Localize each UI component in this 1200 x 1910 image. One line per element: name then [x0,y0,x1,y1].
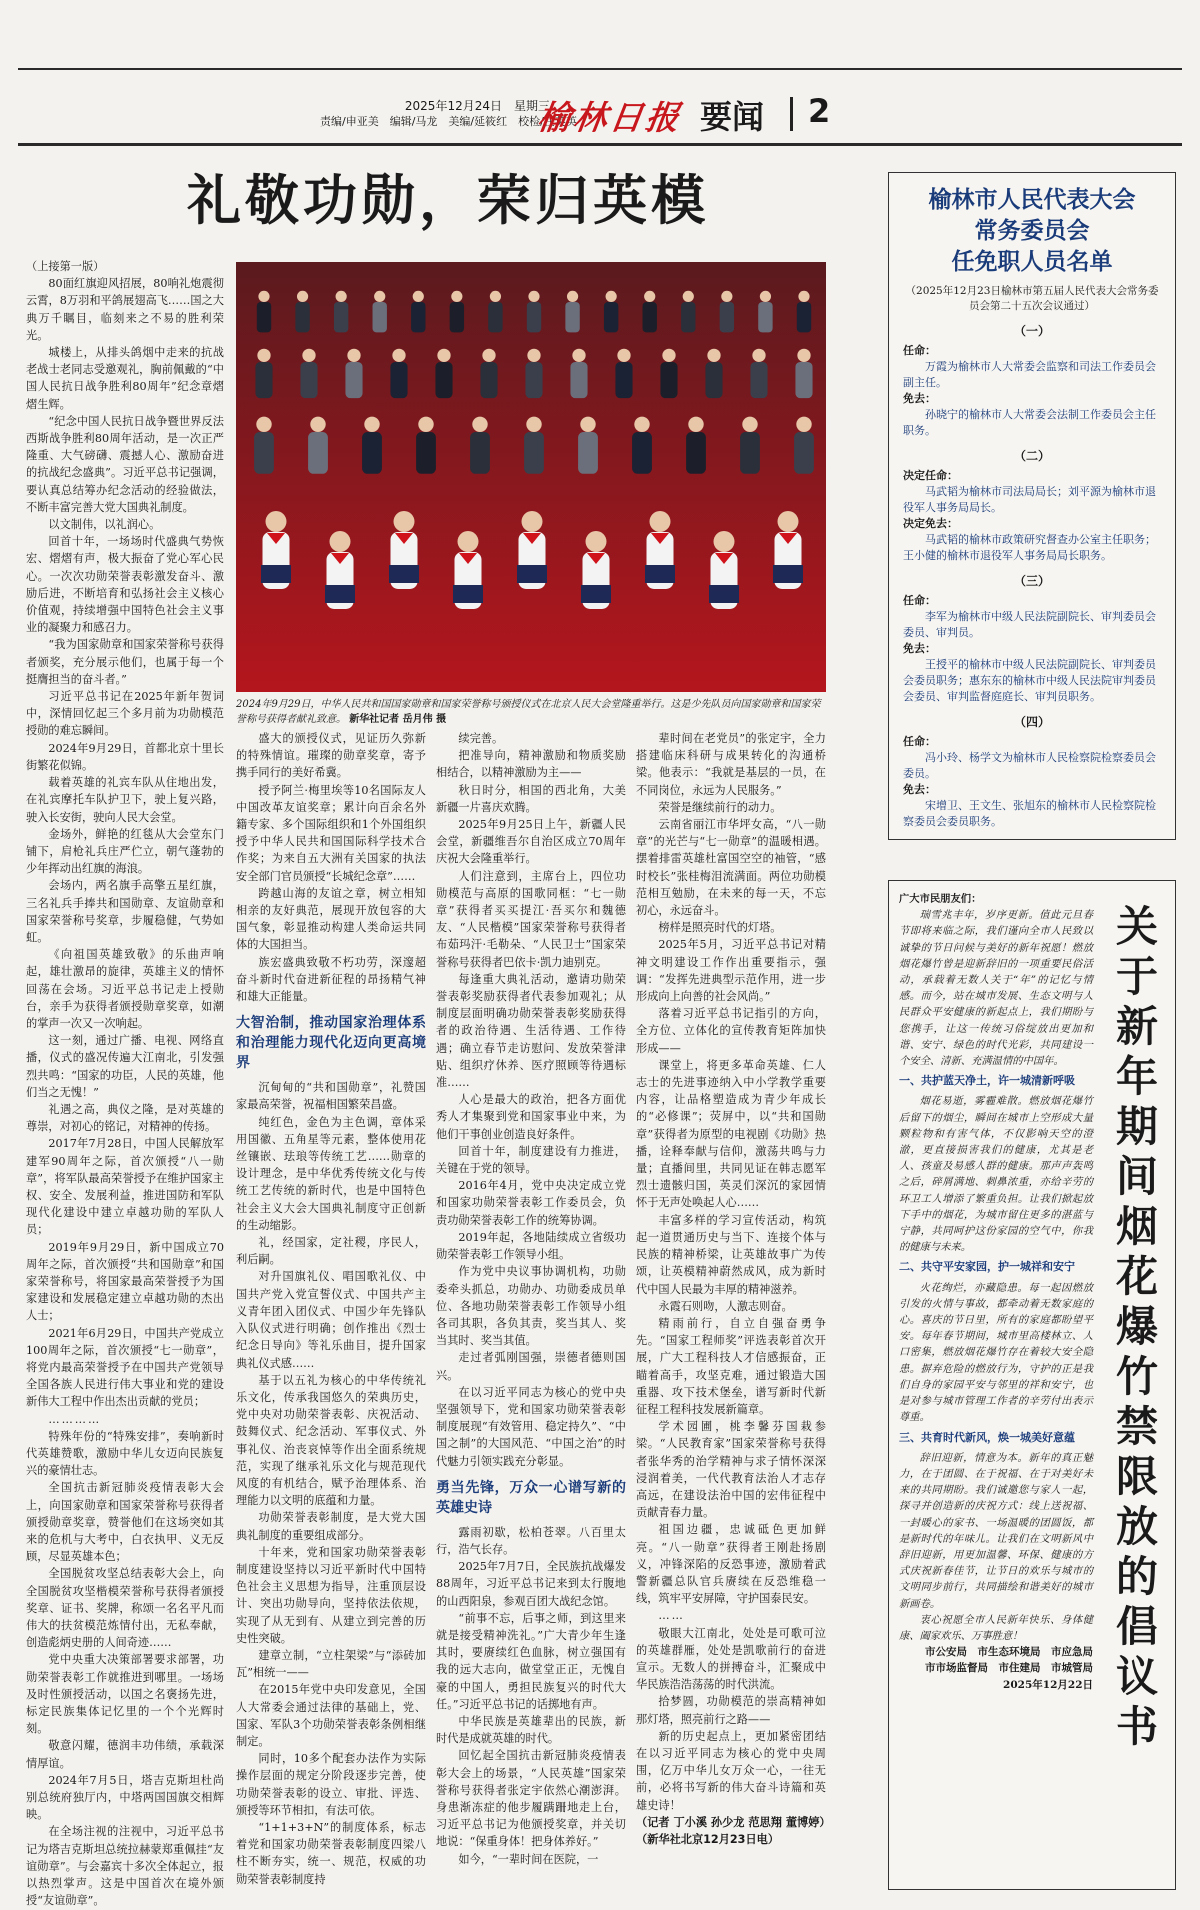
article-paragraph: 学术园圃，桃李馨芬国栽参梁。“人民教育家”国家荣誉称号获得者张华秀的治学精神与求子情怀深深浸润着美，一代代教育法治人才志存高远，在建设法治中国的宏伟征程中贡献青春力量。 [636,1420,826,1520]
article-paragraph: 落着习近平总书记指引的方向，全方位、立体化的宣传教育矩阵加快形成—— [636,1007,826,1055]
appointment-action: 免去： [903,642,936,655]
attendee-figure [794,417,814,474]
attendee-figure [416,417,436,474]
article-paragraph: 拾梦圆，功勋模范的崇高精神如那灯塔，照亮前行之路—— [636,1695,826,1726]
attendee-figure [686,417,706,474]
attendee-figure [524,417,544,474]
initiative-title-char: 竹 [1115,1352,1158,1401]
article-paragraph: 十年来，党和国家功勋荣誉表彰制度建设坚持以习近平新时代中国特色社会主义思想为指导，注重顶层设计、突出功勋导向，坚持依法依规，实现了从无到有、从建立到完善的历史性突破。 [236,1545,426,1645]
main-headline: 礼敬功勋，荣归英模 [187,169,709,232]
attendee-figure [570,349,587,398]
initiative-body [899,891,1093,1693]
attendee-figure [257,291,271,333]
newspaper-logo: 榆林日报 [534,98,685,137]
initiative-section-heading: 一、共护蓝天净土，许一城清新呼吸 [899,1074,1075,1088]
appointment-detail: 宋增卫、王文生、张旭东的榆林市人民检察院检察委员会委员职务。 [903,799,1156,828]
article-paragraph: 授予阿兰·梅里埃等10名国际友人中国改革友谊奖章；累计向百余名外籍专家、多个国际组织和1个外国组织授予中华人民共和国国际科学技术合作奖；为来自五大洲有关国家的执法安全部门官员颁授“长城纪念章”…… [236,783,426,883]
attendee-figure [740,417,760,474]
article-paragraph: 人心是最大的政治，把各方面优秀人才集聚到党和国家事业中来，为他们干事创业创造良好条件。 [436,1093,626,1141]
editor-credits: 责编/申亚美 编辑/马龙 美编/延筱红 校检/任英英 [320,115,577,128]
article-paragraph: 沉甸甸的“共和国勋章”，礼赞国家最高荣誉，祝福相国繁荣昌盛。 [236,1081,426,1112]
article-paragraph: 会场内，两名旗手高擎五星红旗，三名礼兵手捧共和国勋章、友谊勋章和国家荣誉称号奖章，步履稳健，气势如虹。 [26,879,224,944]
initiative-title-char: 限 [1115,1452,1158,1501]
article-paragraph: 《向祖国英雄致敬》的乐曲声响起，雄壮激昂的旋律，英雄主义的情怀回荡在会场。习近平总书记走上授勋台，亲手为获得者颁授勋章奖章，如潮的掌声一次又一次响起。 [26,948,224,1030]
initiative-title-char: 花 [1115,1252,1158,1301]
initiative-title-char: 年 [1115,1052,1158,1101]
initiative-title-char: 的 [1115,1552,1158,1601]
attendee-figure [565,291,579,333]
attendee-figure [362,417,382,474]
ceremony-illustration [236,262,826,692]
article-paragraph: ………… [48,1412,102,1426]
article-subheading: 大智治制，推动国家治理体系和治理能力现代化迈向更高境界 [236,1015,426,1072]
article-paragraph: 云南省丽江市华坪女高，“八一勋章”的光芒与“七一勋章”的温暖相遇。摆着排雷英雄杜富国空空的袖管，“感时校长”张桂梅泪流满面。两位功勋模范相互勉励，在未来的每一天，不忘初心，永远奋斗。 [636,818,826,918]
article-paragraph: 回首十年，制度建设有力推进，关键在于党的领导。 [436,1144,626,1176]
article-paragraph: 基于以五礼为核心的中华传统礼乐文化，传承我国悠久的荣典历史，党中央对功勋荣誉表彰、庆祝活动、鼓舞仪式、纪念活动、军事仪式、外事礼仪、治丧哀悼等作出全面系统规范，实现了继承礼乐文化与规范现代风度的有机结合，赋予治理体系、治理能力以文明的底蕴和力量。 [236,1373,426,1508]
article-paragraph: 盛大的颁授仪式，见证历久弥新的特殊情谊。璀璨的勋章奖章，寄予携手同行的美好希冀。 [236,732,426,780]
appointment-list-box [888,172,1176,840]
attendee-figure [660,349,677,398]
attendee-figure [797,291,811,333]
masthead-meta [320,98,577,130]
article-paragraph: 城楼上，从排头鸽烟中走来的抗战老战士老同志受邀观礼，胸前佩戴的“中国人民抗日战争胜利80周年”纪念章熠熠生辉。 [26,346,224,411]
article-paragraph: 2025年9月25日上午，新疆人民会堂，新疆维吾尔自治区成立70周年庆祝大会隆重举行。 [436,818,626,866]
article-paragraph: 精雨前行，自立自强奋勇争先。“国家工程师奖”评选表彰首次开展，广大工程科技人才信感振奋，正瞄着高手，攻坚克难，通过锻造大国重器、攻下技术堡垒，谱写新时代新征程工程科技发展新篇章。 [636,1316,826,1416]
article-paragraph: 敬眼大江南北，处处是可歌可泣的英雄群雁，处处是凯歌前行的奋进宣示。无数人的拼搏奋斗，汇聚成中华民族浩浩荡荡的时代洪流。 [636,1626,826,1692]
attendee-figure [435,349,452,398]
article-paragraph: 礼遇之高，典仪之隆，是对英雄的尊崇，对初心的铭记，对精神的传扬。 [26,1102,224,1134]
initiative-signer: 市公安局 市生态环境局 市应急局 [925,1646,1093,1659]
article-paragraph: 课堂上，将更多革命英雄、仁人志士的先进事迹纳入中小学教学重要内容，让品格塑造成为青少年成长的“必修课”；荧屏中，以“共和国勋章”获得者为原型的电视剧《功勋》热播，诠释奉献与信仰，激荡共鸣与力量；直播间里，共同见证在韩志愿军烈士遗骸归国，英灵们深沉的家园情怀于无声处唤起人心…… [636,1058,826,1210]
section-name: 要闻 [700,98,765,136]
article-paragraph: 辈时间在老党员”的张定宇，全力搭建临床科研与成果转化的沟通桥梁。他表示：“我就是基层的一员，在不同岗位，永远为人民服务。” [636,732,826,797]
attendee-figure [525,349,542,398]
article-paragraph: 2021年6月29日，中国共产党成立100周年之际，首次颁授“七一勋章”，将党内最高荣誉授予在中国共产党领导全国各族人民进行伟大事业和党的建设新伟大工程中作出杰出贡献的党员； [26,1326,224,1409]
article-paragraph: 丰富多样的学习宣传活动，构筑起一道贯通历史与当下、连接个体与民族的精神桥梁，让英雄故事广为传颂，让英模精神蔚然成风，成为新时代中国人民最为丰厚的精神滋养。 [636,1213,826,1296]
article-paragraph: 中华民族是英雄辈出的民族，新时代是成就英雄的时代。 [436,1714,626,1746]
initiative-section-heading: 三、共育时代新风，焕一城美好意蕴 [899,1430,1075,1444]
article-paragraph: 荣誉是继续前行的动力。 [658,800,782,814]
appointment-action: 决定免去： [903,517,958,530]
initiative-paragraph: 瑞雪兆丰年，岁序更新。值此元旦春节即将来临之际，我们谨向全市人民致以诚挚的节日问候与美好的新年祝愿！燃放烟花爆竹曾是迎新辞旧的一项重要民俗活动，承载着无数人关于“年”的记忆与情感。而今，站在城市发展、生态文明与人民群众平安健康的新起点上，我们期盼与您携手，让这一传统习俗绽放出更加和谐、安宁、绿色的时代光彩，共同建设一个安全、清新、充满温情的中国年。 [899,909,1093,1068]
article-paragraph: 露雨初歇，松柏苍翠。八百里太行，浩气长存。 [436,1525,626,1556]
attendee-figure [750,349,767,398]
article-paragraph: 2024年7月5日，塔吉克斯坦杜尚别总统府独厅内，中塔两国国旗交相辉映。 [26,1773,224,1822]
article-paragraph: 秋日时分，相国的西北角，大美新疆一片喜庆欢腾。 [436,783,626,814]
initiative-paragraph: 火花绚烂，亦藏隐患。每一起因燃放引发的火情与事故，都牵动着无数家庭的心。喜庆的节日里，所有的家庭都盼望平安。每年春节期间，城市里高楼林立、人口密集，燃放烟花爆竹存在着较大安全隐患。摒弃危险的燃放行为，守护的正是我们自身的家园平安与邻里的祥和安宁，也是对参与城市管理工作者的辛劳付出表示尊重。 [899,1281,1093,1424]
article-byline: （记者 丁小溪 孙少龙 范思翔 董博婷） [636,1815,831,1829]
appointment-detail: 王授平的榆林市中级人民法院副院长、审判委员会委员职务；惠东东的榆林市中级人民法院审判委员会委员、审判监督庭庭长、审判员职务。 [903,658,1156,703]
initiative-title-char: 于 [1115,952,1158,1001]
article-paragraph: 特殊年份的“特殊安排”，奏响新时代英雄赞歌，激励中华儿女迈向民族复兴的豪情壮志。 [26,1429,224,1478]
article-paragraph: 族宏盛典致敬不朽功劳，深邃超奋斗新时代奋进新征程的昂扬精气神和雄大正能量。 [236,955,426,1004]
article-paragraph: 习近平总书记在2025年新年贺词中，深情回忆起三个多月前为功勋模范授勋的难忘瞬间。 [26,690,224,738]
article-paragraph: “我为国家勋章和国家荣誉称号获得者颁奖，充分展示他们，也属于每一个挺膺担当的奋斗者。” [26,638,224,686]
appointment-detail: 马武韬的榆林市政策研究督查办公室主任职务；王小健的榆林市退役军人事务局局长职务。 [903,533,1156,562]
photo-caption [236,697,826,727]
initiative-paragraph: 烟花易逝，雾霾难散。燃放烟花爆竹后留下的烟尘，瞬间在城市上空形成大量颗粒物和有害气体，不仅影响天空的澄澈，更直接损害我们的健康，尤其是老人、孩童及易感人群的健康。那声声轰鸣之后，碎屑满地、刺鼻浓重，亦给辛劳的环卫工人增添了繁重负担。让我们掀起放下手中的烟花，为城市留住更多的湛蓝与宁静，共同呵护这份家园的空气中，你我的健康与未来。 [899,1095,1093,1254]
initiative-title-char: 书 [1115,1702,1158,1751]
article-paragraph: “纪念中国人民抗日战争暨世界反法西斯战争胜利80周年活动，是一次正严隆重、大气磅礴、震撼人心、激励奋进的抗战纪念盛典”。习近平总书记强调，要认真总结筹办纪念活动的经验做法，不断丰富完善大党大国典礼制度。 [26,414,224,514]
article-column-4 [636,730,831,1886]
article-paragraph: 续完善。 [458,732,504,745]
article-byline: （新华社北京12月23日电） [636,1833,780,1846]
appointment-action: 任命： [903,594,936,607]
page-number: 2 [808,92,831,130]
article-paragraph: 同时，10多个配套办法作为实际操作层面的规定分阶段逐步完善，使功勋荣誉表彰的设立、审批、评选、颁授等环节相扣，有法可依。 [236,1752,426,1817]
appointment-action: 任命： [903,344,936,357]
appointment-section-number: （三） [1013,574,1050,588]
attendee-figure [411,291,425,333]
article-paragraph: 礼，经国家，定社稷，序民人，利后嗣。 [236,1236,426,1267]
article-paragraph: 全国脱贫攻坚总结表彰大会上，向全国脱贫攻坚楷模荣誉称号获得者颁授奖章、证书、奖牌，称颂一名名平凡而伟大的扶贫模范炼情付出，无私奉献，创造彪炳史册的人间奇迹…… [26,1567,224,1650]
appointment-detail: 冯小玲、杨学文为榆林市人民检察院检察委员会委员。 [903,751,1156,780]
initiative-title-char: 间 [1115,1152,1158,1201]
appointment-detail: 李军为榆林市中级人民法院副院长、审判委员会委员、审判员。 [903,610,1156,639]
initiative-paragraph: 衷心祝愿全市人民新年快乐、身体健康、阖家欢乐、万事胜意！ [899,1613,1093,1642]
article-column-1 [26,258,224,1908]
attendee-figure [643,291,657,333]
article-paragraph: 功勋荣誉表彰制度，是大党大国典礼制度的重要组成部分。 [236,1511,426,1542]
article-paragraph: 永霞石则吻，人激志则奋。 [658,1299,793,1313]
article-paragraph: 榜样是照亮时代的灯塔。 [658,921,782,935]
article-paragraph: 建章立制，“立柱架梁”与“添砖加瓦”相统一—— [236,1648,426,1680]
article-paragraph: 2016年4月，党中央决定成立党和国家功勋荣誉表彰工作委员会，负责功勋荣誉表彰工作的统筹协调。 [436,1179,626,1227]
attendee-figure [334,291,348,333]
article-paragraph: 2025年5月，习近平总书记对精神文明建设工作作出重要指示，强调：“发挥先进典型示范作用，进一步形成向上向善的社会风尚。” [636,938,826,1004]
attendee-figure [681,291,695,333]
initiative-title-char: 期 [1115,1102,1158,1151]
attendee-figure [480,349,497,398]
article-paragraph: 载着英雄的礼宾车队从住地出发，在礼宾摩托车队护卫下，驶上复兴路，驶入长安街，驶向人民大会堂。 [26,776,224,824]
initiative-title [1107,903,1167,1753]
appointment-action: 决定任命： [903,469,958,482]
appointment-title-line: 任免职人员名单 [951,249,1113,275]
attendee-figure [295,291,309,333]
attendee-figure [527,291,541,333]
article-paragraph: 2019年起，各地陆续成立省级功勋荣誉表彰工作领导小组。 [436,1230,626,1262]
article-paragraph: 在以习近平同志为核心的党中央坚强领导下，党和国家功勋荣誉表彰制度展现“有效管用、稳定持久”、“中国之制”的大国风范、“中国之治”的时代魅力引领实践充分彰显。 [436,1385,626,1468]
initiative-title-char: 新 [1115,1002,1158,1051]
appointment-section-number: （一） [1013,324,1050,338]
attendee-figure [390,349,407,398]
article-paragraph: 在全场注视的注视中，习近平总书记为塔吉克斯坦总统拉赫蒙郑重佩挂“友谊勋章”。与会嘉宾十多次全体起立，报以热烈掌声。这是中国首次在境外颁授“友谊勋章”。 [26,1825,224,1908]
article-paragraph: 在2015年党中央印发意见，全国人大常委会通过法律的基础上，党、国家、军队3个功勋荣誉表彰条例相继制定。 [236,1683,426,1748]
appointment-subtitle: （2025年12月23日榆林市第五届人民代表大会常务委员会第二十五次会议通过） [905,285,1159,312]
attendee-figure [300,349,317,398]
initiative-title-char: 倡 [1115,1602,1158,1651]
article-paragraph: 对升国旗礼仪、唱国歌礼仪、中国共产党入党宣誓仪式、中国共产主义青年团入团仪式、中国少年先锋队入队仪式进行明确；创作推出《烈士纪念日导向》等礼乐曲目，提升国家典礼仪式感…… [236,1270,426,1370]
photo-credit: 新华社记者 岳月伟 摄 [349,714,447,725]
article-paragraph: 2019年9月29日，新中国成立70周年之际，首次颁授“共和国勋章”和国家荣誉称号，将国家最高荣誉授予为国家建设和发展稳定建立卓越功勋的杰出人士； [26,1240,224,1323]
attendee-figure [373,291,387,333]
article-paragraph: 金场外，鲜艳的红毯从大会堂东门铺下，肩枪礼兵庄严伫立，朝气蓬勃的少年挥动出红旗的海浪。 [26,827,224,876]
attendee-figure [488,291,502,333]
article-paragraph: 回忆起全国抗击新冠肺炎疫情表彰大会上的场景，“人民英雄”国家荣誉称号获得者张定宇依然心潮澎湃。身患渐冻症的他步履蹒跚地走上台，习近平总书记为他颁授奖章，并关切地说：“保重身体！把身体养好。” [436,1749,626,1849]
article-paragraph: 人们注意到，主席台上，四位功勋模范与高原的国歌同框：“七一勋章”获得者买买提江·吾买尔和魏德友、“人民楷模”国家荣誉称号获得者布茹玛汗·毛勒朵、“人民卫士”国家荣誉称号获得者巴依卡·凯力迪别克。 [436,869,626,969]
article-paragraph: 跨越山海的友谊之章，树立相知相亲的友好典范，展现开放包容的大国气象，彰显推动构建人类命运共同体的大国担当。 [236,886,426,952]
initiative-greeting: 广大市民朋友们： [899,893,982,905]
article-paragraph: “前事不忘，后事之师，到这里来就是接受精神洗礼。”广大青少年生逢其时，要赓续红色血脉，树立强国有我的远大志向，做堂堂正正，无愧自豪的中国人，勇担民族复兴的时代大任。”习近平总书记的话掷地有声。 [436,1611,626,1711]
attendee-figure [758,291,772,333]
article-paragraph: 每逢重大典礼活动，邀请功勋荣誉表彰奖励获得者代表参加观礼；从制度层面明确功勋荣誉表彰奖励获得者的政治待遇、生活待遇、工作待遇；确立春节走访慰问、发放荣誉津贴、组织疗休养、医疗照顾等待遇标准…… [436,972,626,1090]
article-paragraph: 2025年7月7日，全民族抗战爆发88周年，习近平总书记来到太行腹地的山西阳泉，参观百团大战纪念馆。 [436,1560,626,1608]
article-paragraph: 2024年9月29日，首都北京十里长街繁花似锦。 [26,741,224,772]
appointment-title-line: 榆林市人民代表大会 [928,187,1136,213]
attendee-figure [578,417,598,474]
attendee-figure [254,417,274,474]
initiative-title-char: 放 [1115,1502,1158,1551]
appointment-action: 免去： [903,392,936,405]
article-continuation-note: （上接第一版） [26,260,105,273]
initiative-title-char: 议 [1115,1652,1158,1701]
article-paragraph: 纯红色，金色为主色调，章体采用国徽、五角星等元素，整体使用花丝镶嵌、珐琅等传统工艺……勋章的设计理念，是中华优秀传统文化与传统工艺传统的新时代，也是中国特色社会主义大会大国典礼制度守正创新的生动缩影。 [236,1115,426,1232]
article-paragraph: “1+1+3+N”的制度体系，标志着党和国家功勋荣誉表彰制度四梁八柱不断夯实，统一、规范，权威的功勋荣誉表彰制度持 [236,1820,426,1886]
appointment-title-line: 常务委员会 [974,218,1090,244]
attendee-figure [720,291,734,333]
appointment-detail: 马武韬为榆林市司法局局长；刘平源为榆林市退役军人事务局局长。 [903,485,1156,514]
appointment-sections [903,322,1161,830]
appointment-detail: 万霞为榆林市人大常委会监察和司法工作委员会副主任。 [903,360,1156,389]
article-paragraph: 2017年7月28日，中国人民解放军建军90周年之际，首次颁授“八一勋章”，将军队最高荣誉授予在维护国家主权、安全、发展利益，推进国防和军队现代化建设中建立卓越功勋的军队人员； [26,1137,224,1237]
article-column-3 [436,730,626,1886]
initiative-section-heading: 二、共守平安家园，护一城祥和安宁 [899,1260,1075,1274]
attendee-figure [615,349,632,398]
issue-date: 2025年12月24日 星期三 [404,99,550,113]
appointment-detail: 孙晓宁的榆林市人大常委会法制工作委员会主任职务。 [903,408,1156,437]
initiative-title-char: 关 [1115,902,1158,951]
initiative-signer: 市市场监督局 市住建局 市城管局 [925,1662,1093,1675]
attendee-figure [345,349,362,398]
article-column-2 [236,730,426,1886]
initiative-paragraph: 辞旧迎新，情意为本。新年的真正魅力，在于团圆、在于祝福、在于对美好未来的共同期盼。我们诚邀您与家人一起，探寻并创造新的庆祝方式：线上送祝福、一封暖心的家书、一场温暖的团圆饭，都是新时代的年味儿。让我们在文明新风中辞旧迎新，用更加温馨、环保、健康的方式庆祝新春佳节，让节日的欢乐与城市的文明同步前行，共同描绘和谐美好的城市新画卷。 [899,1451,1093,1610]
article-paragraph: 祖国边疆，忠诚砥色更加鲜亮。“八一勋章”获得者王刚赴扬剧义，冲锋深陷的反恐事迹，激励着武警新疆总队官兵赓续在反恐维稳一线，筑牢平安屏障，守护国泰民安。 [636,1523,826,1606]
article-paragraph: 作为党中央议事协调机构，功勋委牵头抓总，功勋办、功勋委成员单位、各地功勋荣誉表彰工作领导小组各司其职，各负其责，奖当其人、奖当其时、奖当其值。 [436,1265,626,1348]
appointment-section-number: （二） [1013,449,1050,463]
article-paragraph: 敬意闪耀，德润丰功伟绩，承载深情厚谊。 [26,1739,224,1770]
article-paragraph: 把准导向，精神激励和物质奖励相结合，以精神激励为主—— [436,749,626,780]
appointment-action: 任命： [903,735,936,748]
initiative-box [888,880,1176,1890]
article-paragraph: 走过者弧刚国强，崇德者德则国兴。 [436,1351,626,1382]
article-paragraph: 如今，“一辈时间在医院，一 [458,1852,599,1866]
initiative-title-char: 烟 [1115,1202,1158,1251]
article-subheading: 勇当先锋，万众一心谱写新的英雄史诗 [436,1479,626,1516]
section-divider [790,97,793,131]
article-paragraph: 新的历史起点上，更加紧密团结在以习近平同志为核心的党中央周围，亿万中华儿女万众一心，一往无前，必将书写新的伟大奋斗诗篇和英雄史诗！ [636,1729,826,1812]
attendee-figure [450,291,464,333]
article-paragraph: 这一刻，通过广播、电视、网络直播，仪式的盛况传遍大江南北，引发强烈共鸣：“国家的功臣，人民的英雄，他们当之无愧！” [26,1034,224,1099]
masthead-rule [18,143,1182,146]
article-paragraph: 全国抗击新冠肺炎疫情表彰大会上，向国家勋章和国家荣誉称号获得者颁授勋章奖章，赞誉他们在这场突如其来的危机与大考中，白衣执甲、义无反顾，尽显英雄本色； [26,1481,224,1564]
article-paragraph: 党中央重大决策部署要求部署，功勋荣誉表彰工作就推进到哪里。一场场及时性颁授活动，以国之名褒扬先进，标定民族集体记忆里的一个个光辉时刻。 [26,1653,224,1736]
attendee-figure [255,349,272,398]
appointment-title [903,185,1161,278]
article-paragraph: 80面红旗迎风招展，80响礼炮震彻云霄，8万羽和平鸽展翅高飞……国之大典万千瞩目，临刻来之不易的胜利荣光。 [26,277,224,342]
attendee-figure [705,349,722,398]
attendee-figure [308,417,328,474]
attendee-figure [632,417,652,474]
article-paragraph: …… [658,1609,685,1623]
top-rule [18,68,1182,70]
caption-text: 2024年9月29日，中华人民共和国国家勋章和国家荣誉称号颁授仪式在北京人民大会堂隆重举行。这是少先队员向国家勋章和国家荣誉称号获得者献礼致意。 [236,699,821,725]
initiative-title-char: 爆 [1115,1302,1158,1351]
attendee-figure [604,291,618,333]
appointment-action: 免去： [903,783,936,796]
article-paragraph: 以文制伟，以礼润心。 [48,518,161,532]
article-paragraph: 回首十年，一场场时代盛典气势恢宏、熠熠有声，极大振奋了党心军心民心。一次次功勋荣誉表彰激发奋斗、激励后进，不断培育和弘扬社会主义核心价值观，持续增强中国特色社会主义事业的凝聚力和感召力。 [26,535,224,635]
ceremony-photo [236,262,826,692]
appointment-section-number: （四） [1013,715,1050,729]
attendee-figure [470,417,490,474]
initiative-title-char: 禁 [1115,1402,1158,1451]
attendee-figure [795,349,812,398]
initiative-date: 2025年12月22日 [1003,1678,1093,1691]
